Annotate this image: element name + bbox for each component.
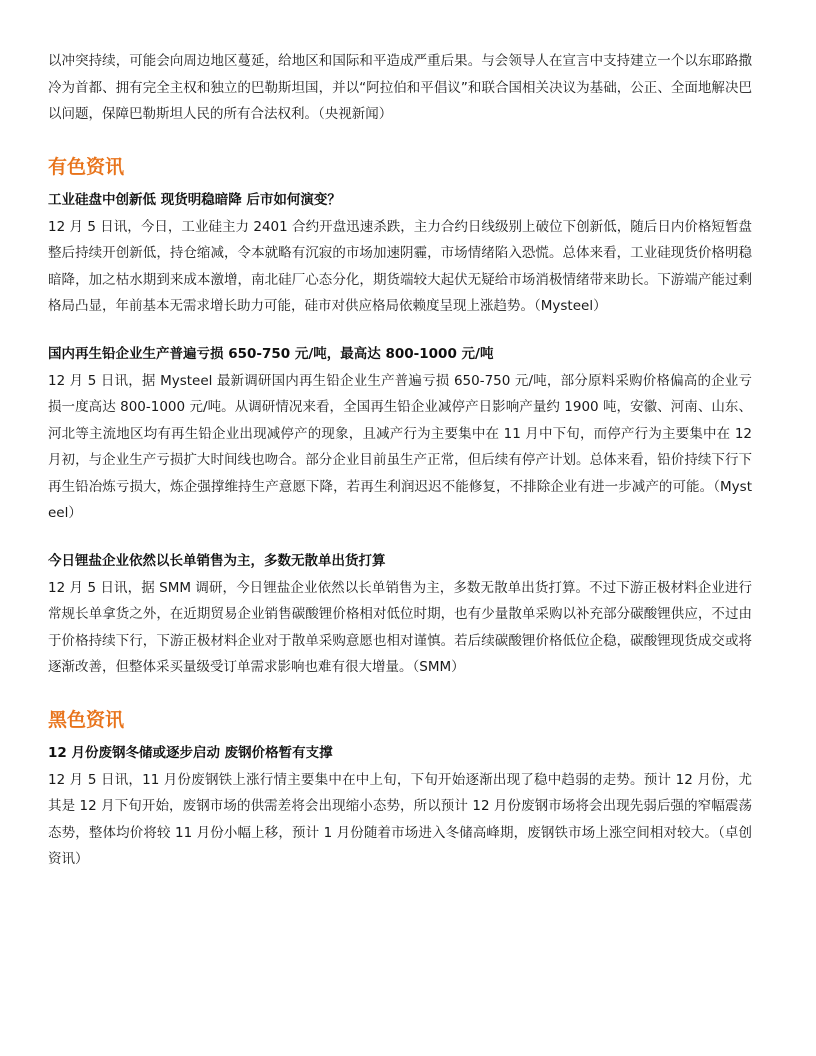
article xyxy=(48,342,752,527)
article xyxy=(48,741,752,873)
article-headline: 今日锂盐企业依然以长单销售为主，多数无散单出货打算 xyxy=(48,552,386,569)
section-ferrous xyxy=(48,705,752,873)
article xyxy=(48,188,752,320)
article xyxy=(48,549,752,681)
article-body: 12 月 5 日讯，11 月份废钢铁上涨行情主要集中在中上旬，下旬开始逐渐出现了稳中趋弱的走势。预计 12 月份，尤其是 12 月下旬开始，废钢市场的供需差将会出现缩小态势，所以预计 12 月份废钢市场将会出现先弱后强的窄幅震荡态势，整体均价将较 11 月份小幅上移，预计 1 月份随着市场进入冬储高峰期，废钢铁市场上涨空间相对较大。（卓创资讯） xyxy=(48,771,752,867)
spacer xyxy=(48,128,752,152)
section-title: 有色资讯 xyxy=(48,155,125,178)
article-body: 12 月 5 日讯，据 Mysteel 最新调研国内再生铅企业生产普遍亏损 650-750 元/吨，部分原料采购价格偏高的企业亏损一度高达 800-1000 元/吨。从调研情况来看，全国再生铅企业减停产日影响产量约 1900 吨，安徽、河南、山东、河北等主流地区均有再生铅企业出现减停产的现象，且减产行为主要集中在 11 月中下旬，而停产行为主要集中在 12 月初，与企业生产亏损扩大时间线也吻合。部分企业目前虽生产正常，但后续有停产计划。总体来看，铅价持续下行下再生铅冶炼亏损大，炼企强撑维持生产意愿下降，若再生利润迟迟不能修复，不排除企业有进一步减产的可能。（Mysteel） xyxy=(48,372,752,521)
section-nonferrous xyxy=(48,152,752,681)
article-headline: 12 月份废钢冬储或逐步启动 废钢价格暂有支撑 xyxy=(48,744,333,761)
article-headline: 工业硅盘中创新低 现货明稳暗降 后市如何演变？ xyxy=(48,191,341,208)
spacer xyxy=(48,681,752,705)
article-body: 12 月 5 日讯，据 SMM 调研，今日锂盐企业依然以长单销售为主，多数无散单出货打算。不过下游正极材料企业进行常规长单拿货之外，在近期贸易企业销售碳酸锂价格相对低位时期，也有少量散单采购以补充部分碳酸锂供应，不过由于价格持续下行，下游正极材料企业对于散单采购意愿也相对谨慎。若后续碳酸锂价格低位企稳，碳酸锂现货成交或将逐渐改善，但整体采买量级受订单需求影响也难有很大增量。（SMM） xyxy=(48,579,752,675)
intro-paragraph: 以冲突持续，可能会向周边地区蔓延，给地区和国际和平造成严重后果。与会领导人在宣言中支持建立一个以东耶路撒冷为首都、拥有完全主权和独立的巴勒斯坦国，并以“阿拉伯和平倡议”和联合国相关决议为基础，公正、全面地解决巴以问题，保障巴勒斯坦人民的所有合法权利。（央视新闻） xyxy=(48,53,752,122)
article-body: 12 月 5 日讯，今日，工业硅主力 2401 合约开盘迅速杀跌，主力合约日线级别上破位下创新低，随后日内价格短暂盘整后持续开创新低，持仓缩减，令本就略有沉寂的市场加速阴霾，市场情绪陷入恐慌。总体来看，工业硅现货价格明稳暗降，加之枯水期到来成本激增，南北硅厂心态分化，期货端较大起伏无疑给市场消极情绪带来助长。下游端产能过剩格局凸显，年前基本无需求增长助力可能，硅市对供应格局依赖度呈现上涨趋势。（Mysteel） xyxy=(48,218,752,314)
article-headline: 国内再生铅企业生产普遍亏损 650-750 元/吨，最高达 800-1000 元/吨 xyxy=(48,345,494,362)
news-page xyxy=(48,48,752,873)
section-title: 黑色资讯 xyxy=(48,708,125,731)
